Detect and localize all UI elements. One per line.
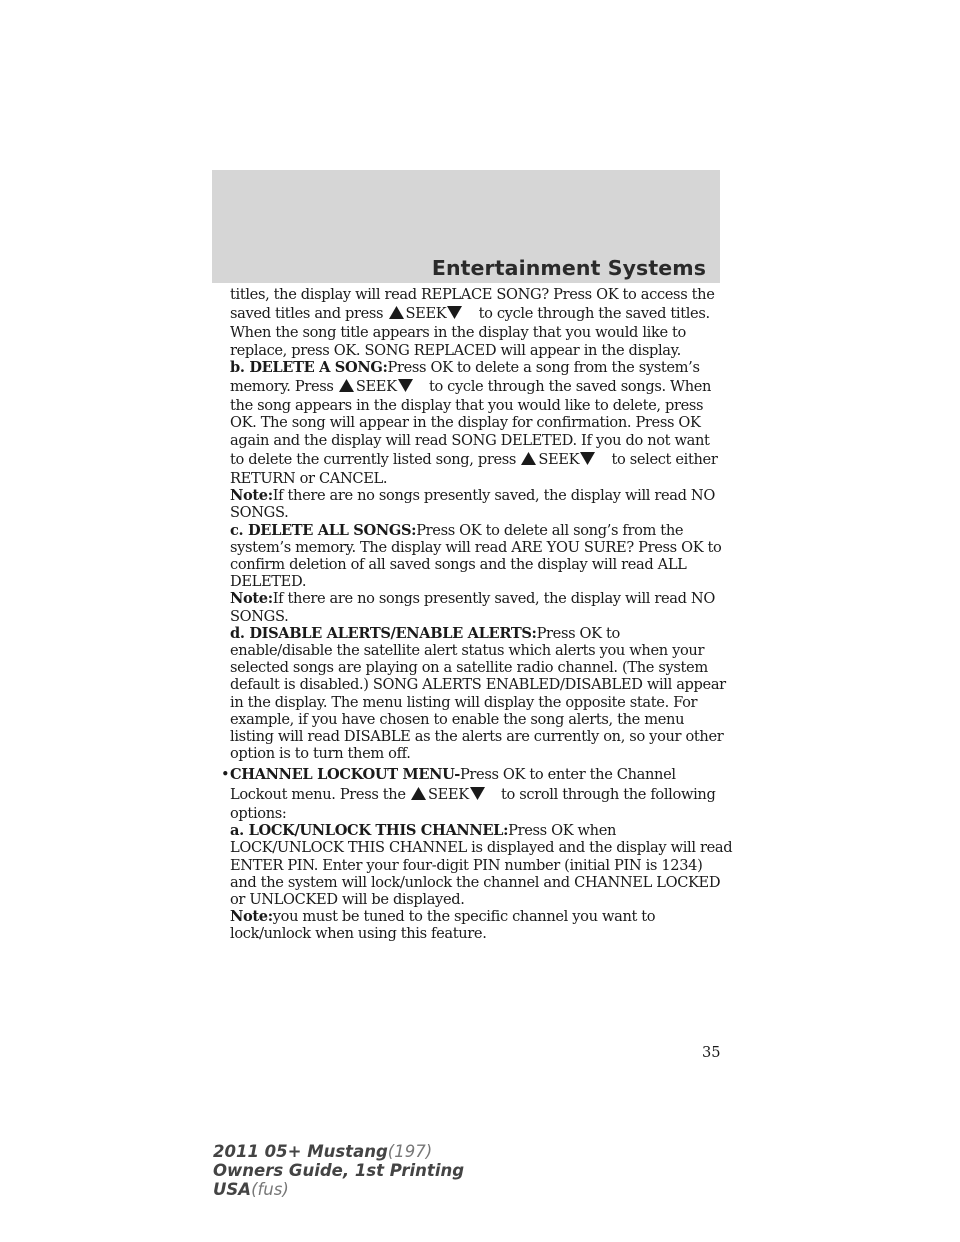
text-line: options: <box>230 804 287 822</box>
text-line: ENTER PIN. Enter your four-digit PIN number (initial PIN is 1234) <box>230 856 703 874</box>
seek-up-triangle-icon <box>521 452 536 465</box>
text-line: and the system will lock/unlock the channel and CHANNEL LOCKED <box>230 873 721 891</box>
footer-line: 2011 05+ Mustang(197) <box>213 1142 433 1161</box>
text-line: selected songs are playing on a satellite radio channel. (The system <box>230 659 708 677</box>
text-line: again and the display will read SONG DELETED. If you do not want <box>230 431 710 449</box>
seek-up-triangle-icon <box>411 787 426 800</box>
text-line: confirm deletion of all saved songs and the display will read ALL <box>230 556 687 574</box>
text-line: enable/disable the satellite alert status which alerts you when your <box>230 642 705 660</box>
seek-label: SEEK <box>538 450 580 468</box>
text-line: the song appears in the display that you would like to delete, press <box>230 397 704 415</box>
text-line: lock/unlock when using this feature. <box>230 925 487 943</box>
text-line: b. DELETE A SONG:Press OK to delete a song from the system’s <box>230 358 700 376</box>
text-line: system’s memory. The display will read ARE YOU SURE? Press OK to <box>230 538 722 556</box>
note-label: Note: <box>230 908 273 926</box>
text-line: titles, the display will read REPLACE SONG? Press OK to access the <box>230 286 715 303</box>
subheading: CHANNEL LOCKOUT MENU- <box>230 766 460 784</box>
text-line: Lockout menu. Press the SEEK to scroll through the following <box>230 785 716 803</box>
text-line: saved titles and press SEEK to cycle through the saved titles. <box>230 305 710 323</box>
subheading: a. LOCK/UNLOCK THIS CHANNEL: <box>230 822 509 840</box>
note-label: Note: <box>230 590 273 608</box>
seek-up-triangle-icon <box>389 306 404 319</box>
seek-down-triangle-icon <box>447 306 462 319</box>
subheading: d. DISABLE ALERTS/ENABLE ALERTS: <box>230 624 537 642</box>
footer-line: Owners Guide, 1st Printing <box>213 1161 465 1180</box>
text-line: default is disabled.) SONG ALERTS ENABLED/DISABLED will appear <box>230 676 726 694</box>
text-line: DELETED. <box>230 573 307 591</box>
page-number: 35 <box>702 1044 721 1061</box>
footer-line: USA(fus) <box>213 1180 289 1199</box>
text-line: d. DISABLE ALERTS/ENABLE ALERTS:Press OK to <box>230 624 620 642</box>
text-line: Note:you must be tuned to the specific channel you want to <box>230 908 656 926</box>
seek-down-triangle-icon <box>580 452 595 465</box>
text-line: in the display. The menu listing will display the opposite state. For <box>230 693 698 711</box>
text-line: Note:If there are no songs presently saved, the display will read NO <box>230 590 715 608</box>
text-line: option is to turn them off. <box>230 745 411 763</box>
text-line: When the song title appears in the display that you would like to <box>230 324 686 342</box>
text-line: LOCK/UNLOCK THIS CHANNEL is displayed and the display will read <box>230 839 733 857</box>
text-line: memory. Press SEEK to cycle through the saved songs. When <box>230 378 712 396</box>
text-line: example, if you have chosen to enable the song alerts, the menu <box>230 710 685 728</box>
bullet-glyph: • <box>221 766 230 784</box>
text-line: or UNLOCKED will be displayed. <box>230 890 465 908</box>
text-line: RETURN or CANCEL. <box>230 470 388 488</box>
text-line: Note:If there are no songs presently saved, the display will read NO <box>230 487 715 505</box>
seek-label: SEEK <box>405 305 447 323</box>
subheading: c. DELETE ALL SONGS: <box>230 521 417 539</box>
seek-down-triangle-icon <box>398 379 413 392</box>
text-line: SONGS. <box>230 504 289 522</box>
print-footer <box>213 1142 464 1199</box>
bullet-item: • CHANNEL LOCKOUT MENU-Press OK to enter the Channel <box>221 766 676 784</box>
page-content <box>221 286 733 943</box>
text-line: replace, press OK. SONG REPLACED will appear in the display. <box>230 341 681 359</box>
text-line: SONGS. <box>230 607 289 625</box>
text-line: a. LOCK/UNLOCK THIS CHANNEL:Press OK when <box>230 822 617 840</box>
text-line: to delete the currently listed song, press SEEK to select either <box>230 450 718 468</box>
seek-up-triangle-icon <box>339 379 354 392</box>
text-line: c. DELETE ALL SONGS:Press OK to delete all song’s from the <box>230 521 684 539</box>
section-title: Entertainment Systems <box>431 256 706 280</box>
section-header-box <box>212 170 720 283</box>
subheading: b. DELETE A SONG: <box>230 358 388 376</box>
text-line: OK. The song will appear in the display for confirmation. Press OK <box>230 414 701 432</box>
text-line: listing will read DISABLE as the alerts are currently on, so your other <box>230 728 724 746</box>
seek-label: SEEK <box>427 785 469 803</box>
seek-label: SEEK <box>355 378 397 396</box>
seek-down-triangle-icon <box>470 787 485 800</box>
note-label: Note: <box>230 487 273 505</box>
